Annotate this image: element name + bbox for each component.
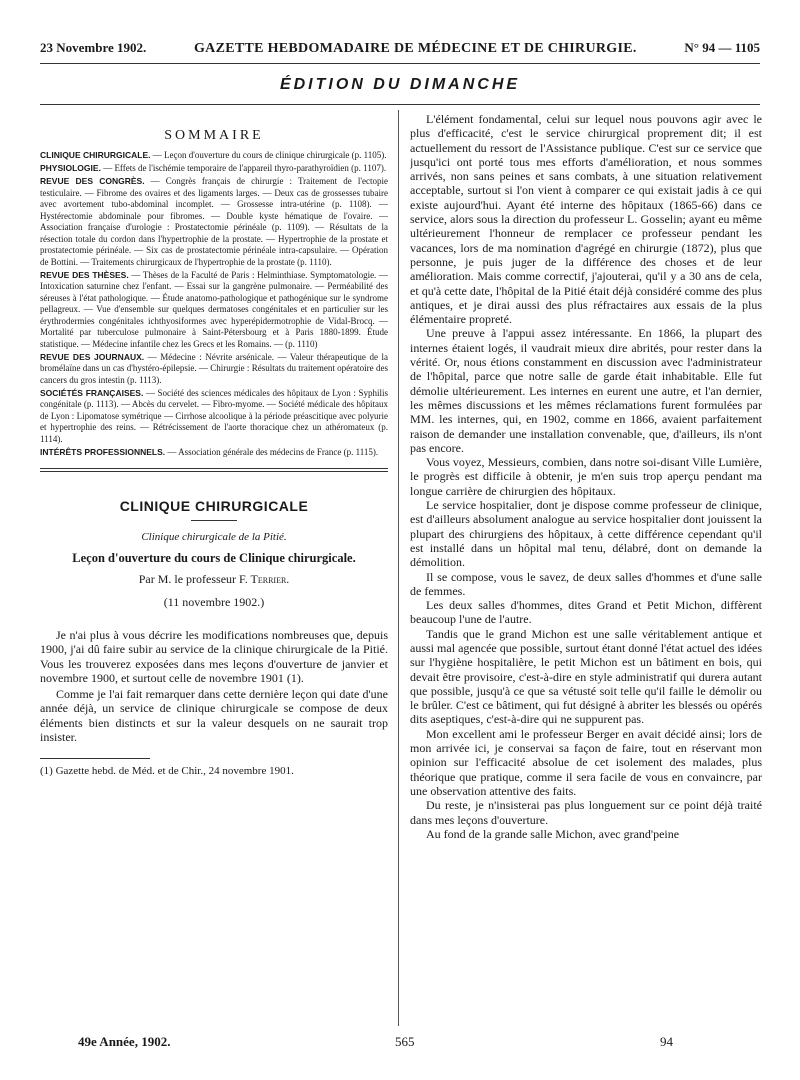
section-rule (40, 468, 388, 469)
author-prefix: Par M. le professeur (138, 572, 240, 586)
body-paragraph: Le service hospitalier, dont je dispose comme professeur de clinique, est d'ailleurs absolument analogue au service hospitalier dont jouissent la plupart des chirurgiens des hôpitaux, à cette différence cependant qu'il est installé dans un hôpital mal tenu, délabré, dont on demande la démolition. (410, 498, 762, 570)
page-number: 565 (395, 1034, 415, 1049)
sheet-number: 94 (660, 1034, 673, 1049)
header-rule (40, 63, 760, 64)
article-subtitle: Clinique chirurgicale de la Pitié. (141, 531, 287, 543)
sommaire-entry (40, 176, 388, 268)
body-paragraph: Il se compose, vous le savez, de deux salles d'hommes et d'une salle de femmes. (410, 569, 762, 598)
issue-number: N° 94 — 1105 (684, 40, 760, 55)
body-paragraph: Une preuve à l'appui assez intéressante. En 1866, la plupart des internes étaient logés, il vaudrait mieux dire abrités, pour rester dans la vérité. Or, nous étions constamment en discussion avec l'administrateur de l'hôpital, parce que notre salle de garde était inhabitable. Elle fut démolie ultérieurement. Les internes en eurent une autre, et l'an dernier, les mêmes discussions et les mêmes réclamations furent formulées par MM. les internes, qui, en 1902, comme en 1866, avaient parfaitement raison de demander une installation convenable, que, d'ailleurs, ils n'ont pas encore. (410, 326, 762, 455)
section-rule-double (40, 471, 388, 472)
edition-banner: ÉDITION DU DIMANCHE (279, 76, 521, 93)
left-body (40, 628, 388, 744)
body-paragraph: Tandis que le grand Michon est une salle véritablement antique et aussi mal agencée que possible, surtout étant donné l'état actuel des idées sur l'hygiène hospitalière, le petit Michon est un bâtiment en bois, qui devait être provisoire, c'est-à-dire en style administratif qui durera autant que possible, jusqu'à ce que sa vétusté soit telle qu'il faille le démolir ou le brûler. C'est ce bâtiment, qui fut désigné à abriter les blessés ou opérés dits aseptiques, c'est-à-dire qui ne suppurent pas. (410, 626, 762, 727)
sommaire-entry-text: — Association générale des médecins de France (p. 1115). (165, 446, 379, 457)
short-rule (191, 520, 237, 521)
footnote: (1) Gazette hebd. de Méd. et de Chir., 24 novembre 1901. (40, 765, 294, 778)
sommaire-entry-heading: REVUE DES CONGRÈS. (40, 176, 145, 186)
body-paragraph: Vous voyez, Messieurs, combien, dans notre soi-disant Ville Lumière, le progrès est difficile à obtenir, je m'en suis trop aperçu pendant ma longue carrière de chirurgien des hôpitaux. (410, 455, 762, 498)
footnote-rule (40, 758, 150, 759)
page-header (40, 40, 760, 60)
sommaire-entry (40, 163, 388, 175)
sommaire-entry-text: — Médecine : Névrite arsénicale. — Valeur thérapeutique de la bromélaïne dans un cas d'hystéro-épilepsie. — Chirurgie : Résultats du traitement opératoire des cancers du gros intestin (p. 1113). (40, 351, 388, 385)
sommaire-entry (40, 388, 388, 446)
sommaire-entry-text: — Société des sciences médicales des hôpitaux de Lyon : Syphilis congénitale (p. 1113). — Abcès du cervelet. — Fibro-myome. — Société médicale des hôpitaux de Lyon : Lipomatose symétrique — Cirrhose alcoolique à la période préascitique avec polyurie et hypertrophie des reins. — Rétrécissement de l'aorte thoracique chez un athéromateux (p. 1114). (40, 387, 388, 444)
left-column (40, 112, 388, 1032)
sommaire-entry-text: — Effets de l'ischémie temporaire de l'appareil thyro-parathyroïdien (p. 1107). (100, 163, 387, 173)
sommaire-entry-text: — Congrès français de chirurgie : Traitement de l'ectopie testiculaire. — Fibrome des ovaires et des ligaments larges. — Deux cas de grossesses tubaire avec avortement tubo-abdominal incomplet. — Grossesse intra-utérine (p. 1108). — Hystérectomie abdominale pour fibromes. — Double kyste hématique de l'ovaire. — Association française d'urologie : Prostatectomie périnéale (p. 1109). — Résultats de la résection totale du cordon dans l'hypertrophie de la prostate. — Hypertrophie de la prostate et prostatectomie périnéale. — Six cas de prostatectomie périnéale intra-capsulaire. — Opération de Bottini. — Traitements chirurgicaux de l'hypertrophie de la prostate (p. 1110). (40, 176, 388, 267)
lecture-date: (11 novembre 1902.) (163, 595, 265, 609)
sommaire-entry (40, 270, 388, 351)
right-column (410, 112, 762, 1032)
sommaire-entry-text: — Thèses de la Faculté de Paris : Helminthiase. Symptomatologie. — Intoxication saturnine chez l'enfant. — Essai sur la gangrène pulmonaire. — Perméabilité des séreuses à l'état pathologique. — Étude anatomo-pathologique et pathogénique sur le syndrome pellagreux. — Vue d'ensemble sur quelques dermatoses congénitales et en particulier sur les érythrodermies congénitales ichthyosiformes avec hyperépidermotrophie de Vidal-Brocq. — Mortalité par tuberculose pulmonaire à Saint-Pétersbourg et à Paris 1880-1899. Étude statistique. — Médecine infantile chez les Grecs et les Romains. — (p. 1110) (40, 269, 388, 349)
sommaire-entry-heading: INTÉRÊTS PROFESSIONNELS. (40, 446, 166, 457)
sommaire-entry (40, 447, 388, 459)
sommaire-entry (40, 150, 388, 162)
edition-rule (40, 104, 760, 105)
body-paragraph: Du reste, je n'insisterai pas plus longuement sur ce point déjà traité dans mes leçons d'ouverture. (410, 798, 762, 827)
body-paragraph: L'élément fondamental, celui sur lequel nous pouvons agir avec le plus d'efficacité, c'est le service chirurgical proprement dit; il est actuellement du ressort de l'Assistance publique. C'est sur ce service que jusqu'ici ont porté tous mes efforts d'amélioration, et nous sommes arrivés, non sans peines et sans combats, à une situation relativement acceptable, surtout si l'on vient à comparer ce qui existait jadis à ce qui existe aujourd'hui. Ayant été interne des hôpitaux (1865-66) dans ce service, alors sous la direction du professeur L. Gosselin; ayant eu même ultérieurement l'honneur de remplacer ce professeur pendant les vacances, lors de ma nomination d'agrégé en chirurgie (1872), plus que personne, je puis juger de la différence des choses et de leur amélioration. Mais comme correctif, j'ajouterai, qu'il y a 30 ans de cela, et qu'à cette date, l'hôpital de la Pitié était déjà considéré comme des plus antiques, et je dirai aussi des plus réfractaires aux essais de la plus élémentaire propreté. (410, 112, 762, 327)
sommaire-list (40, 150, 388, 458)
sommaire-entry-heading: CLINIQUE CHIRURGICALE. (40, 150, 151, 160)
sommaire-entry-text: — Leçon d'ouverture du cours de clinique chirurgicale (p. 1105). (150, 150, 387, 160)
section-heading: CLINIQUE CHIRURGICALE (119, 498, 309, 514)
sommaire-title: SOMMAIRE (164, 128, 264, 143)
column-divider (398, 110, 399, 1026)
body-paragraph: Comme je l'ai fait remarquer dans cette dernière leçon qui date d'une année déjà, un service de clinique chirurgicale se compose de deux éléments bien distincts et sur la valeur desquels on ne saurait trop insister. (40, 687, 388, 745)
author-name: F. Terrier. (239, 572, 290, 586)
body-paragraph: Je n'ai plus à vous décrire les modifications nombreuses que, depuis 1900, j'ai dû faire subir au service de la clinique chirurgicale de la Pitié. Vous les trouverez exposées dans mes leçons d'ouverture de janvier et novembre 1900, et surtout celle de novembre 1901 (1). (40, 628, 388, 685)
sommaire-entry-heading: REVUE DES THÈSES. (40, 269, 129, 280)
footer-year: 49e Année, 1902. (78, 1034, 171, 1049)
header-date: 23 Novembre 1902. (40, 40, 147, 55)
sommaire-entry-heading: REVUE DES JOURNAUX. (40, 351, 145, 362)
sommaire-entry-heading: PHYSIOLOGIE. (40, 163, 101, 173)
body-paragraph: Mon excellent ami le professeur Berger en avait décidé ainsi; lors de mon arrivée ici, je conservai sa façon de faire, tout en réservant mon opinion sur l'efficacité absolue de cet isolement des malades, plus théorique que pratique, comme il sera facile de vous en convaincre, par une observation attentive des faits. (410, 726, 762, 798)
body-paragraph: Au fond de la grande salle Michon, avec grand'peine (426, 826, 680, 841)
body-paragraph: Les deux salles d'hommes, dites Grand et Petit Michon, diffèrent beaucoup l'une de l'autre. (410, 598, 762, 627)
sommaire-entry (40, 352, 388, 387)
sommaire-entry-heading: SOCIÉTÉS FRANÇAISES. (40, 387, 144, 398)
journal-title: GAZETTE HEBDOMADAIRE DE MÉDECINE ET DE CHIRURGIE. (193, 41, 637, 56)
article-author (40, 572, 388, 587)
page-footer (60, 1034, 720, 1054)
article-title: Leçon d'ouverture du cours de Clinique chirurgicale. (72, 551, 356, 565)
